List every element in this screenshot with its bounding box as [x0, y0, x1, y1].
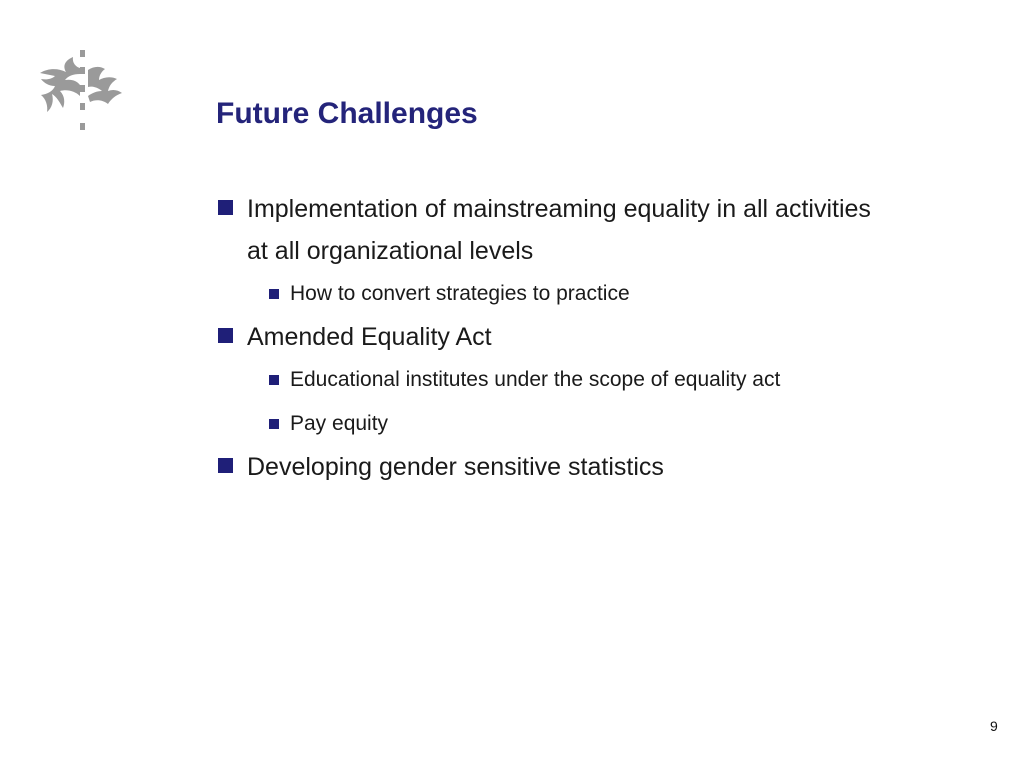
bullet-item-equality-act — [216, 316, 996, 358]
slide-title: Future Challenges — [216, 97, 478, 130]
square-bullet-icon — [269, 419, 279, 429]
bullet-text-line-2: at all organizational levels — [247, 237, 534, 265]
bullet-list — [216, 188, 996, 488]
bullet-item-statistics — [216, 446, 996, 488]
square-bullet-icon — [269, 375, 279, 385]
sub-bullet-text: Educational institutes under the scope of equality act — [290, 368, 781, 391]
page-number: 9 — [990, 718, 998, 734]
sub-bullet-text: Pay equity — [290, 412, 389, 435]
sub-bullet-text: How to convert strategies to practice — [290, 282, 630, 305]
bullet-text: Amended Equality Act — [247, 323, 492, 351]
university-flame-logo-icon — [36, 48, 126, 136]
sub-bullet-educational-institutes — [268, 358, 996, 402]
square-bullet-icon — [218, 200, 233, 215]
bullet-text: Developing gender sensitive statistics — [247, 453, 664, 481]
bullet-text-line-1: Implementation of mainstreaming equality in all activities — [247, 195, 871, 223]
bullet-item-mainstreaming — [216, 188, 996, 272]
sub-bullet-strategies — [268, 272, 996, 316]
sub-bullet-pay-equity — [268, 402, 996, 446]
square-bullet-icon — [269, 289, 279, 299]
square-bullet-icon — [218, 458, 233, 473]
square-bullet-icon — [218, 328, 233, 343]
